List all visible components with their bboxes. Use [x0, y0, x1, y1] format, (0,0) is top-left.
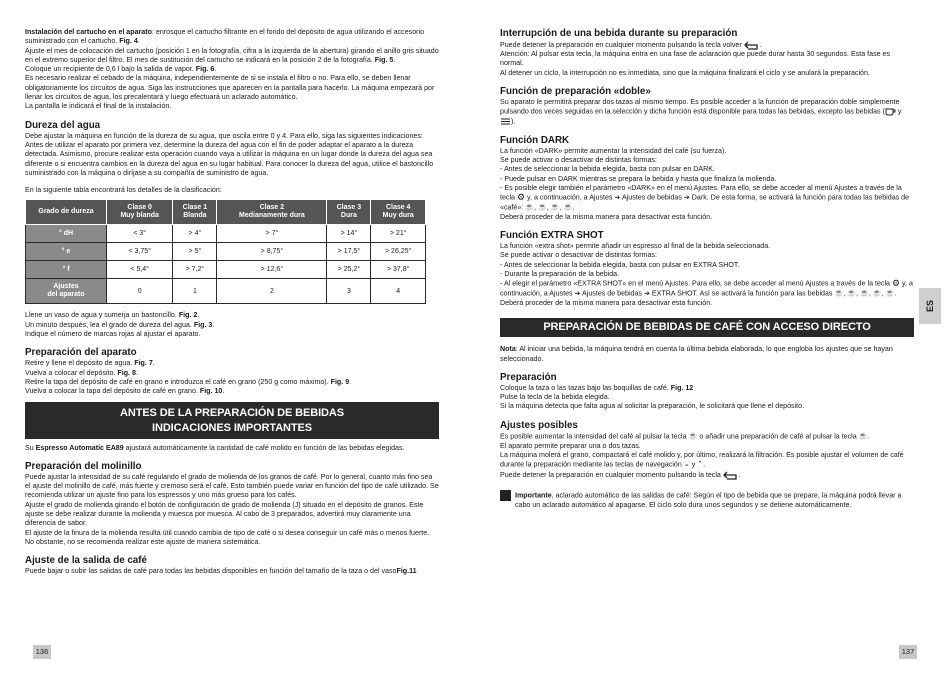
- prep-l2: Vuelva a colocar el depósito. Fig. 8.: [25, 368, 138, 377]
- table-header-class: Clase 0 Muy blanda: [107, 200, 173, 225]
- after-table-l1: Llene un vaso de agua y sumerja un bastoncillo. Fig. 2.: [25, 311, 200, 320]
- nota: Nota: Al iniciar una bebida, la máquina tendrá en cuenta la última bebida elaborada, lo que engloba los ajustes que se hayan seleccionado.: [500, 345, 893, 363]
- extra-l6: Deberá proceder de la misma manera para desactivar esta función.: [500, 298, 713, 307]
- intro-p1: Instalación del cartucho en el aparato: enrosque el cartucho filtrante en el fondo del depósito de agua utilizando el accesorio suministrado con el cartucho. Fig. 4.: [25, 28, 425, 46]
- dark-title: Función DARK: [500, 134, 570, 146]
- ajustes-l1: Es posible aumentar la intensidad del café al pulsar la tecla ☕ o añadir una preparación de café al pulsar la tecla ☕.: [500, 431, 870, 441]
- dark-l6: Deberá proceder de la misma manera para desactivar esta función.: [500, 212, 713, 221]
- prep-title: Preparación del aparato: [25, 347, 137, 359]
- cup-icon: ☕: [563, 203, 573, 212]
- dureza-title: Dureza del agua: [25, 119, 101, 131]
- cup-icon: ☕: [525, 203, 535, 212]
- hardness-table: [25, 199, 426, 304]
- section-banner: PREPARACIÓN DE BEBIDAS DE CAFÉ CON ACCESO DIRECTO: [500, 318, 914, 337]
- extra-l2: Se puede activar o desactivar de distintas formas:: [500, 251, 657, 260]
- chevron-down-icon: ⌄: [683, 460, 690, 469]
- molinillo-title: Preparación del molinillo: [25, 460, 142, 472]
- table-cell: < 5,4°: [107, 261, 173, 279]
- preparacion-l3: Si la máquina detecta que falta agua al solicitar la preparación, le solicitará que llene el depósito.: [500, 402, 805, 411]
- page-number-right: 137: [899, 645, 917, 659]
- table-row: [26, 279, 426, 304]
- cup-icon: ☕: [550, 203, 560, 212]
- row-label: ° dH: [26, 225, 107, 243]
- table-header-row: [26, 200, 426, 225]
- dark-l5: - Es posible elegir también el parámetro «DARK» en el menú Ajustes. Para ello, se debe acceder al menú Ajustes a través de la tecla ⚙ y, a continuación, a Ajustes ➔ Ajustes de bebidas ➔ Dark. De esta forma, se activará la función para todas las bebidas de «café»: ☕, ☕, ☕, ☕.: [500, 183, 910, 212]
- table-cell: 4: [371, 279, 426, 304]
- preparacion-l2: Pulse la tecla de la bebida elegida.: [500, 393, 610, 402]
- row-label: ° e: [26, 243, 107, 261]
- cup-icon: ☕: [860, 289, 869, 298]
- cup-icon: ☕: [872, 289, 882, 298]
- table-row: [26, 225, 426, 243]
- extra-shot-key-icon: ☕: [858, 431, 868, 440]
- intro-p3: Coloque un recipiente de 0,6 l bajo la salida de vapor. Fig. 6.: [25, 65, 217, 74]
- hot-water-icon: [500, 117, 511, 126]
- language-tab: ES: [919, 288, 941, 324]
- table-cell: > 25,2°: [327, 261, 371, 279]
- right-page: [496, 28, 914, 510]
- molinillo-p3: El ajuste de la finura de la molienda resulta útil cuando cambia de tipo de café o si desea conseguir un café más o menos fuerte. No obstante, no se recomienda realizar este ajuste de manera sistemática.: [25, 528, 430, 546]
- cup-icon: ☕: [538, 203, 547, 212]
- preparacion-l1: Coloque la taza o las tazas bajo las boquillas de café. Fig. 12: [500, 383, 694, 392]
- interrupcion-l1: Puede detener la preparación en cualquier momento pulsando la tecla volver .: [500, 40, 762, 49]
- ajustes-l3: La máquina molerá el grano, compactará el café molido y, por último, realizará la filtración. Es posible ajustar el volumen de café durante la preparación mediante las teclas de navegación ⌄ y ⌃.: [500, 450, 904, 469]
- molinillo-p1: Puede ajustar la intensidad de su café regulando el grado de molienda de los granos de café. Por lo general, cuanto más fino sea el ajuste del molinillo de café, más fuerte y cremoso será el café. Esto también puede variar en función del tipo de café utilizado. Se recomienda utilizar un ajuste fino para los espressos y uno más grueso para los cafés.: [25, 472, 439, 500]
- dureza-p2: Antes de utilizar el aparato por primera vez, determine la dureza del agua con el fin de poder adaptar el aparato a la dureza detectada. Asimismo, procure realizar esta operación cuando vaya a utilizar la máquina en un lugar donde la dureza del agua sea diferente o si encuentra cambios en la dureza del agua en su lugar habitual. Para conocer la dureza del agua, utilice el bastoncillo suministrado con la máquina o diríjase a su compañía de suministro de agua.: [25, 140, 434, 177]
- salida-p1: Puede bajar o subir las salidas de café para todas las bebidas disponibles en función del tamaño de la taza o del vasoFig.11: [25, 567, 417, 576]
- table-cell: > 37,8°: [371, 261, 426, 279]
- table-cell: 2: [217, 279, 327, 304]
- extra-l1: La función «extra shot» permite añadir un espresso al final de la bebida seleccionada.: [500, 242, 771, 251]
- prep-l3: Retire la tapa del depósito de café en grano e introduzca el café en grano (250 g como máximo). Fig. 9.: [25, 377, 352, 386]
- molinillo-p2: Ajuste el grado de molienda girando el botón de configuración de grado de molienda (J) situado en el depósito de granos. Este ajuste se debe realizar durante la molienda y muesca por muesca. Al cabo de 3 preparados, advertirá muy claramente una diferencia de sabor.: [25, 500, 424, 528]
- intro-p5: La pantalla le indicará el final de la instalación.: [25, 102, 172, 111]
- prep-l4: Vuelva a colocar la tapa del depósito de café en grano. Fig. 10.: [25, 387, 225, 396]
- table-cell: > 5°: [173, 243, 217, 261]
- cup-icon: ☕: [834, 289, 844, 298]
- table-cell: > 14°: [327, 225, 371, 243]
- back-icon: [723, 470, 739, 480]
- table-header-class: Clase 4 Muy dura: [371, 200, 426, 225]
- intro2: Su Espresso Automatic EA89 ajustará automáticamente la cantidad de café molido en función de las bebidas elegidas.: [25, 443, 405, 452]
- preparacion-title: Preparación: [500, 371, 557, 383]
- table-cell: > 26,25°: [371, 243, 426, 261]
- table-cell: > 4°: [173, 225, 217, 243]
- page-number-left: 136: [33, 645, 51, 659]
- table-cell: > 17,5°: [327, 243, 371, 261]
- table-cell: > 12,6°: [217, 261, 327, 279]
- row-label: Ajustes del aparato: [26, 279, 107, 304]
- extra-l5: - Al elegir el parámetro «EXTRA SHOT» en el menú Ajustes. Para ello, se debe acceder al menú Ajustes a través de la tecla ⚙ y, a continuación, a Ajustes ➔ Ajustes de bebidas ➔ EXTRA SHOT. Así se activará la función para las bebidas ☕, ☕, ☕, ☕, ☕.: [500, 278, 913, 298]
- importante: ! Importante, aclarado automático de las salidas de café: Según el tipo de bebida que se prepare, la máquina podrá llevar a cabo un aclarado automático al apagarse. El ciclo solo dura unos segundos y se detiene automáticamente.: [496, 490, 902, 510]
- table-cell: > 8,75°: [217, 243, 327, 261]
- table-header-class: Clase 1 Blanda: [173, 200, 217, 225]
- table-cell: < 3,75°: [107, 243, 173, 261]
- prep-l1: Retire y llene el depósito de agua. Fig. 7.: [25, 359, 155, 368]
- dark-l1: La función «DARK» permite aumentar la intensidad del café (su fuerza).: [500, 146, 727, 155]
- interrupcion-l3: Al detener un ciclo, la interrupción no es inmediata, sino que la máquina finalizará el ciclo y se anulará la preparación.: [500, 68, 870, 77]
- doble-p1: Su aparato le permitirá preparar dos tazas al mismo tiempo. Es posible acceder a la función de preparación doble simplemente pulsando dos veces seguidas en la selección y dicha función está disponible para todas las bebidas, excepto las bebidas ( y ).: [500, 98, 902, 126]
- table-row: [26, 243, 426, 261]
- after-table-l2: Un minuto después, lea el grado de dureza del agua. Fig. 3.: [25, 320, 215, 329]
- left-page: [25, 28, 439, 577]
- dark-key-icon: ☕: [688, 431, 698, 440]
- ajustes-l2: El aparato permite preparar una o dos tazas.: [500, 441, 641, 450]
- table-header-label: Grado de dureza: [26, 200, 107, 225]
- table-cell: 0: [107, 279, 173, 304]
- cup-icon: ☕: [847, 289, 857, 298]
- table-header-class: Clase 2 Medianamente dura: [217, 200, 327, 225]
- dureza-p1: Debe ajustar la máquina en función de la dureza de su agua, que oscila entre 0 y 4. Para ello, siga las siguientes indicaciones:: [25, 131, 423, 140]
- intro-p4: Es necesario realizar el cebado de la máquina, independientemente de si se instala el filtro o no. Para ello, se deben llenar obligatoriamente los circuitos de agua. Siga las instrucciones que aparecen en la pantalla para hacerlo. La máquina empezará por llenar los circuitos de agua, los precalentará y luego efectuará un aclarado automático.: [25, 74, 435, 102]
- table-cell: > 21°: [371, 225, 426, 243]
- table-cell: > 7°: [217, 225, 327, 243]
- dark-l3: - Antes de seleccionar la bebida elegida, basta con pulsar en DARK.: [500, 165, 715, 174]
- section-banner: ANTES DE LA PREPARACIÓN DE BEBIDAS INDICACIONES IMPORTANTES: [25, 402, 439, 439]
- ajustes-l4: Puede detener la preparación en cualquier momento pulsando la tecla .: [500, 470, 741, 479]
- table-cell: > 7,2°: [173, 261, 217, 279]
- chevron-up-icon: ⌃: [697, 460, 704, 469]
- dureza-p3: En la siguiente tabla encontrará los detalles de la clasificación:: [25, 186, 222, 195]
- intro-p2: Ajuste el mes de colocación del cartucho (posición 1 en la fotografía, cifra a la izquierda de la abertura) girando el anillo gris situado en el extremo superior del filtro. El mes de sustitución del cartucho se indicará en la posición 2 de la fotografía. Fig. 5.: [25, 46, 439, 64]
- gear-icon: ⚙: [516, 192, 526, 203]
- cup-icon: [885, 107, 896, 116]
- gear-icon: ⚙: [891, 278, 901, 289]
- back-icon: [744, 40, 760, 50]
- table-cell: < 3°: [107, 225, 173, 243]
- dark-l2: Se puede activar o desactivar de distintas formas:: [500, 156, 657, 164]
- table-cell: 1: [173, 279, 217, 304]
- extra-l3: - Antes de seleccionar la bebida elegida, basta con pulsar en EXTRA SHOT.: [500, 260, 740, 269]
- extra-l4: - Durante la preparación de la bebida.: [500, 270, 620, 279]
- warning-icon: !: [500, 490, 511, 501]
- cup-icon: ☕: [885, 289, 895, 298]
- dark-l4: - Puede pulsar en DARK mientras se prepara la bebida y hasta que finaliza la molienda.: [500, 174, 777, 183]
- ajustes-title: Ajustes posibles: [500, 419, 578, 431]
- doble-title: Función de preparación «doble»: [500, 86, 651, 98]
- after-table-l3: Indique el número de marcas rojas al ajustar el aparato.: [25, 330, 201, 339]
- table-header-class: Clase 3 Dura: [327, 200, 371, 225]
- interrupcion-title: Interrupción de una bebida durante su preparación: [500, 28, 738, 39]
- salida-title: Ajuste de la salida de café: [25, 555, 147, 567]
- table-cell: 3: [327, 279, 371, 304]
- row-label: ° f: [26, 261, 107, 279]
- table-row: [26, 261, 426, 279]
- extra-title: Función EXTRA SHOT: [500, 230, 604, 242]
- interrupcion-l2: Atención: Al pulsar esta tecla, la máquina entra en una fase de aclaración que puede durar hasta 30 segundos. Esta fase es normal.: [500, 50, 891, 68]
